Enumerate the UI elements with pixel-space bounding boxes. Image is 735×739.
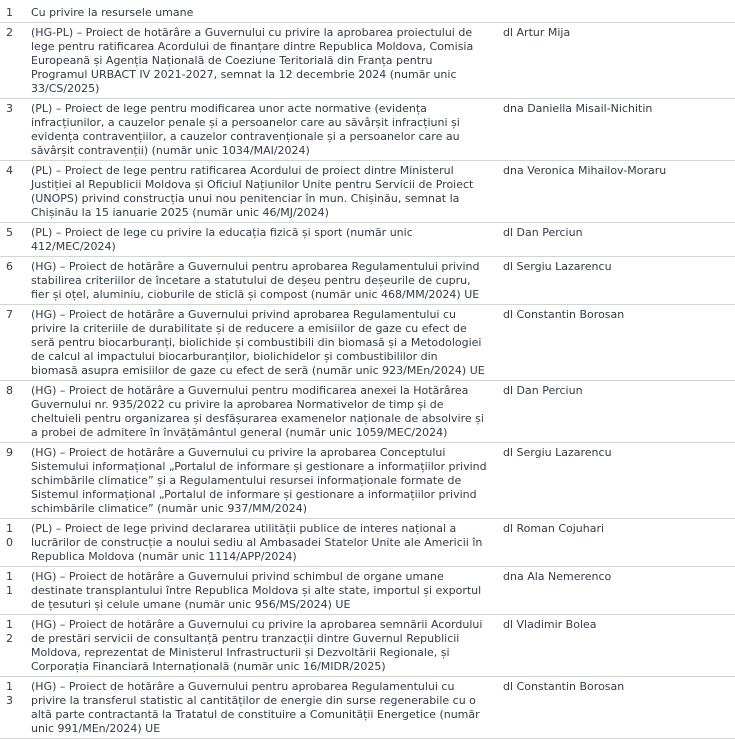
item-number: 12 bbox=[0, 615, 27, 677]
agenda-row bbox=[0, 223, 735, 257]
item-number: 7 bbox=[0, 305, 27, 381]
agenda-row bbox=[0, 443, 735, 519]
item-description: (HG) – Proiect de hotărâre a Guvernului cu privire la aprobarea Conceptului Sistemului informațional „Portalul de informare și gestionare a informațiilor privind schimbările climatice” și a Regulamentului resursei informaționale formate de Sistemul informațional „Portalul de informare și gestionare a informațiilor privind schimbările climatice” (număr unic 937/MM/2024) bbox=[27, 443, 499, 519]
item-responsible: dl Artur Mija bbox=[499, 23, 735, 99]
item-number: 2 bbox=[0, 23, 27, 99]
agenda-row bbox=[0, 519, 735, 567]
item-description: (PL) – Proiect de lege privind declararea utilității publice de interes național a lucrărilor de construcție a noului sediu al Ambasadei Statelor Unite ale Americii în Republica Moldova (număr unic 1114/APP/2024) bbox=[27, 519, 499, 567]
item-description: (HG-PL) – Proiect de hotărâre a Guvernului cu privire la aprobarea proiectului de lege pentru ratificarea Acordului de finanțare dintre Republica Moldova, Comisia Europeană și Agenția Națională de Coeziune Teritorială din Franța pentru Programul URBACT IV 2021-2027, semnat la 12 decembrie 2024 (număr unic 33/CS/2025) bbox=[27, 23, 499, 99]
item-number: 13 bbox=[0, 677, 27, 739]
item-number: 4 bbox=[0, 161, 27, 223]
item-description: (HG) – Proiect de hotărâre a Guvernului privind schimbul de organe umane destinate transplantului între Republica Moldova și alte state, importul și exportul de țesuturi și celule umane (număr unic 956/MS/2024) UE bbox=[27, 567, 499, 615]
agenda-row bbox=[0, 161, 735, 223]
item-description: (PL) – Proiect de lege cu privire la educația fizică și sport (număr unic 412/MEC/2024) bbox=[27, 223, 499, 257]
agenda-row bbox=[0, 257, 735, 305]
item-responsible: dl Dan Perciun bbox=[499, 223, 735, 257]
agenda-row bbox=[0, 99, 735, 161]
item-number: 1 bbox=[0, 0, 27, 23]
item-responsible: dl Constantin Borosan bbox=[499, 677, 735, 739]
agenda-header-row bbox=[0, 0, 735, 23]
item-number: 11 bbox=[0, 567, 27, 615]
item-description: (PL) – Proiect de lege pentru modificarea unor acte normative (evidența infracțiunilor, a cauzelor penale și a persoanelor care au săvârșit infracțiuni și evidența contravențiilor, a cauzelor contravenționale și a persoanelor care au săvârșit contravenții) (număr unic 1034/MAI/2024) bbox=[27, 99, 499, 161]
agenda-row bbox=[0, 615, 735, 677]
section-title: Cu privire la resursele umane bbox=[27, 0, 735, 23]
item-description: (HG) – Proiect de hotărâre a Guvernului privind aprobarea Regulamentului cu privire la criteriile de durabilitate și de reducere a emisiilor de gaze cu efect de seră pentru biocarburanți, biolichide și combustibili din biomasă și a Metodologiei de calcul al impactului biocarburanților, biolichidelor și combustibililor din biomasă asupra emisiilor de gaze cu efect de seră (număr unic 923/MEn/2024) UE bbox=[27, 305, 499, 381]
item-number: 6 bbox=[0, 257, 27, 305]
item-responsible: dl Constantin Borosan bbox=[499, 305, 735, 381]
item-responsible: dna Ala Nemerenco bbox=[499, 567, 735, 615]
item-description: (HG) – Proiect de hotărâre a Guvernului cu privire la aprobarea semnării Acordului de prestări servicii de consultanță pentru tranzacții dintre Guvernul Republicii Moldova, reprezentat de Ministerul Infrastructurii și Dezvoltării Regionale, și Corporația Financiară Internațională (număr unic 16/MIDR/2025) bbox=[27, 615, 499, 677]
item-description: (HG) – Proiect de hotărâre a Guvernului pentru aprobarea Regulamentului privind stabilirea criteriilor de încetare a statutului de deșeu pentru deșeurile de cupru, fier și oțel, aluminiu, cioburile de sticlă și compost (număr unic 468/MM/2024) UE bbox=[27, 257, 499, 305]
item-number: 8 bbox=[0, 381, 27, 443]
agenda-row bbox=[0, 567, 735, 615]
agenda-row bbox=[0, 677, 735, 739]
agenda-row bbox=[0, 305, 735, 381]
item-description: (HG) – Proiect de hotărâre a Guvernului pentru modificarea anexei la Hotărârea Guvernului nr. 935/2022 cu privire la aprobarea Normativelor de timp și de cheltuieli pentru organizarea și desfășurarea examenelor naționale de absolvire și a probei de admitere în învățământul general (număr unic 1059/MEC/2024) bbox=[27, 381, 499, 443]
item-responsible: dna Daniella Misail-Nichitin bbox=[499, 99, 735, 161]
item-responsible: dl Roman Cojuhari bbox=[499, 519, 735, 567]
item-number: 5 bbox=[0, 223, 27, 257]
item-responsible: dl Dan Perciun bbox=[499, 381, 735, 443]
item-description: (HG) – Proiect de hotărâre a Guvernului pentru aprobarea Regulamentului cu privire la transferul statistic al cantităților de energie din surse regenerabile cu o altă parte contractantă la Tratatul de constituire a Comunității Energetice (număr unic 991/MEn/2024) UE bbox=[27, 677, 499, 739]
item-responsible: dl Sergiu Lazarencu bbox=[499, 257, 735, 305]
item-description: (PL) – Proiect de lege pentru ratificarea Acordului de proiect dintre Ministerul Justiției al Republicii Moldova și Oficiul Națiunilor Unite pentru Servicii de Proiect (UNOPS) privind construcția unui nou penitenciar în mun. Chișinău, semnat la Chișinău la 15 ianuarie 2025 (număr unic 46/MJ/2024) bbox=[27, 161, 499, 223]
item-number: 10 bbox=[0, 519, 27, 567]
item-responsible: dna Veronica Mihailov-Moraru bbox=[499, 161, 735, 223]
item-responsible: dl Vladimir Bolea bbox=[499, 615, 735, 677]
agenda-row bbox=[0, 381, 735, 443]
item-number: 3 bbox=[0, 99, 27, 161]
agenda-row bbox=[0, 23, 735, 99]
item-responsible: dl Sergiu Lazarencu bbox=[499, 443, 735, 519]
item-number: 9 bbox=[0, 443, 27, 519]
